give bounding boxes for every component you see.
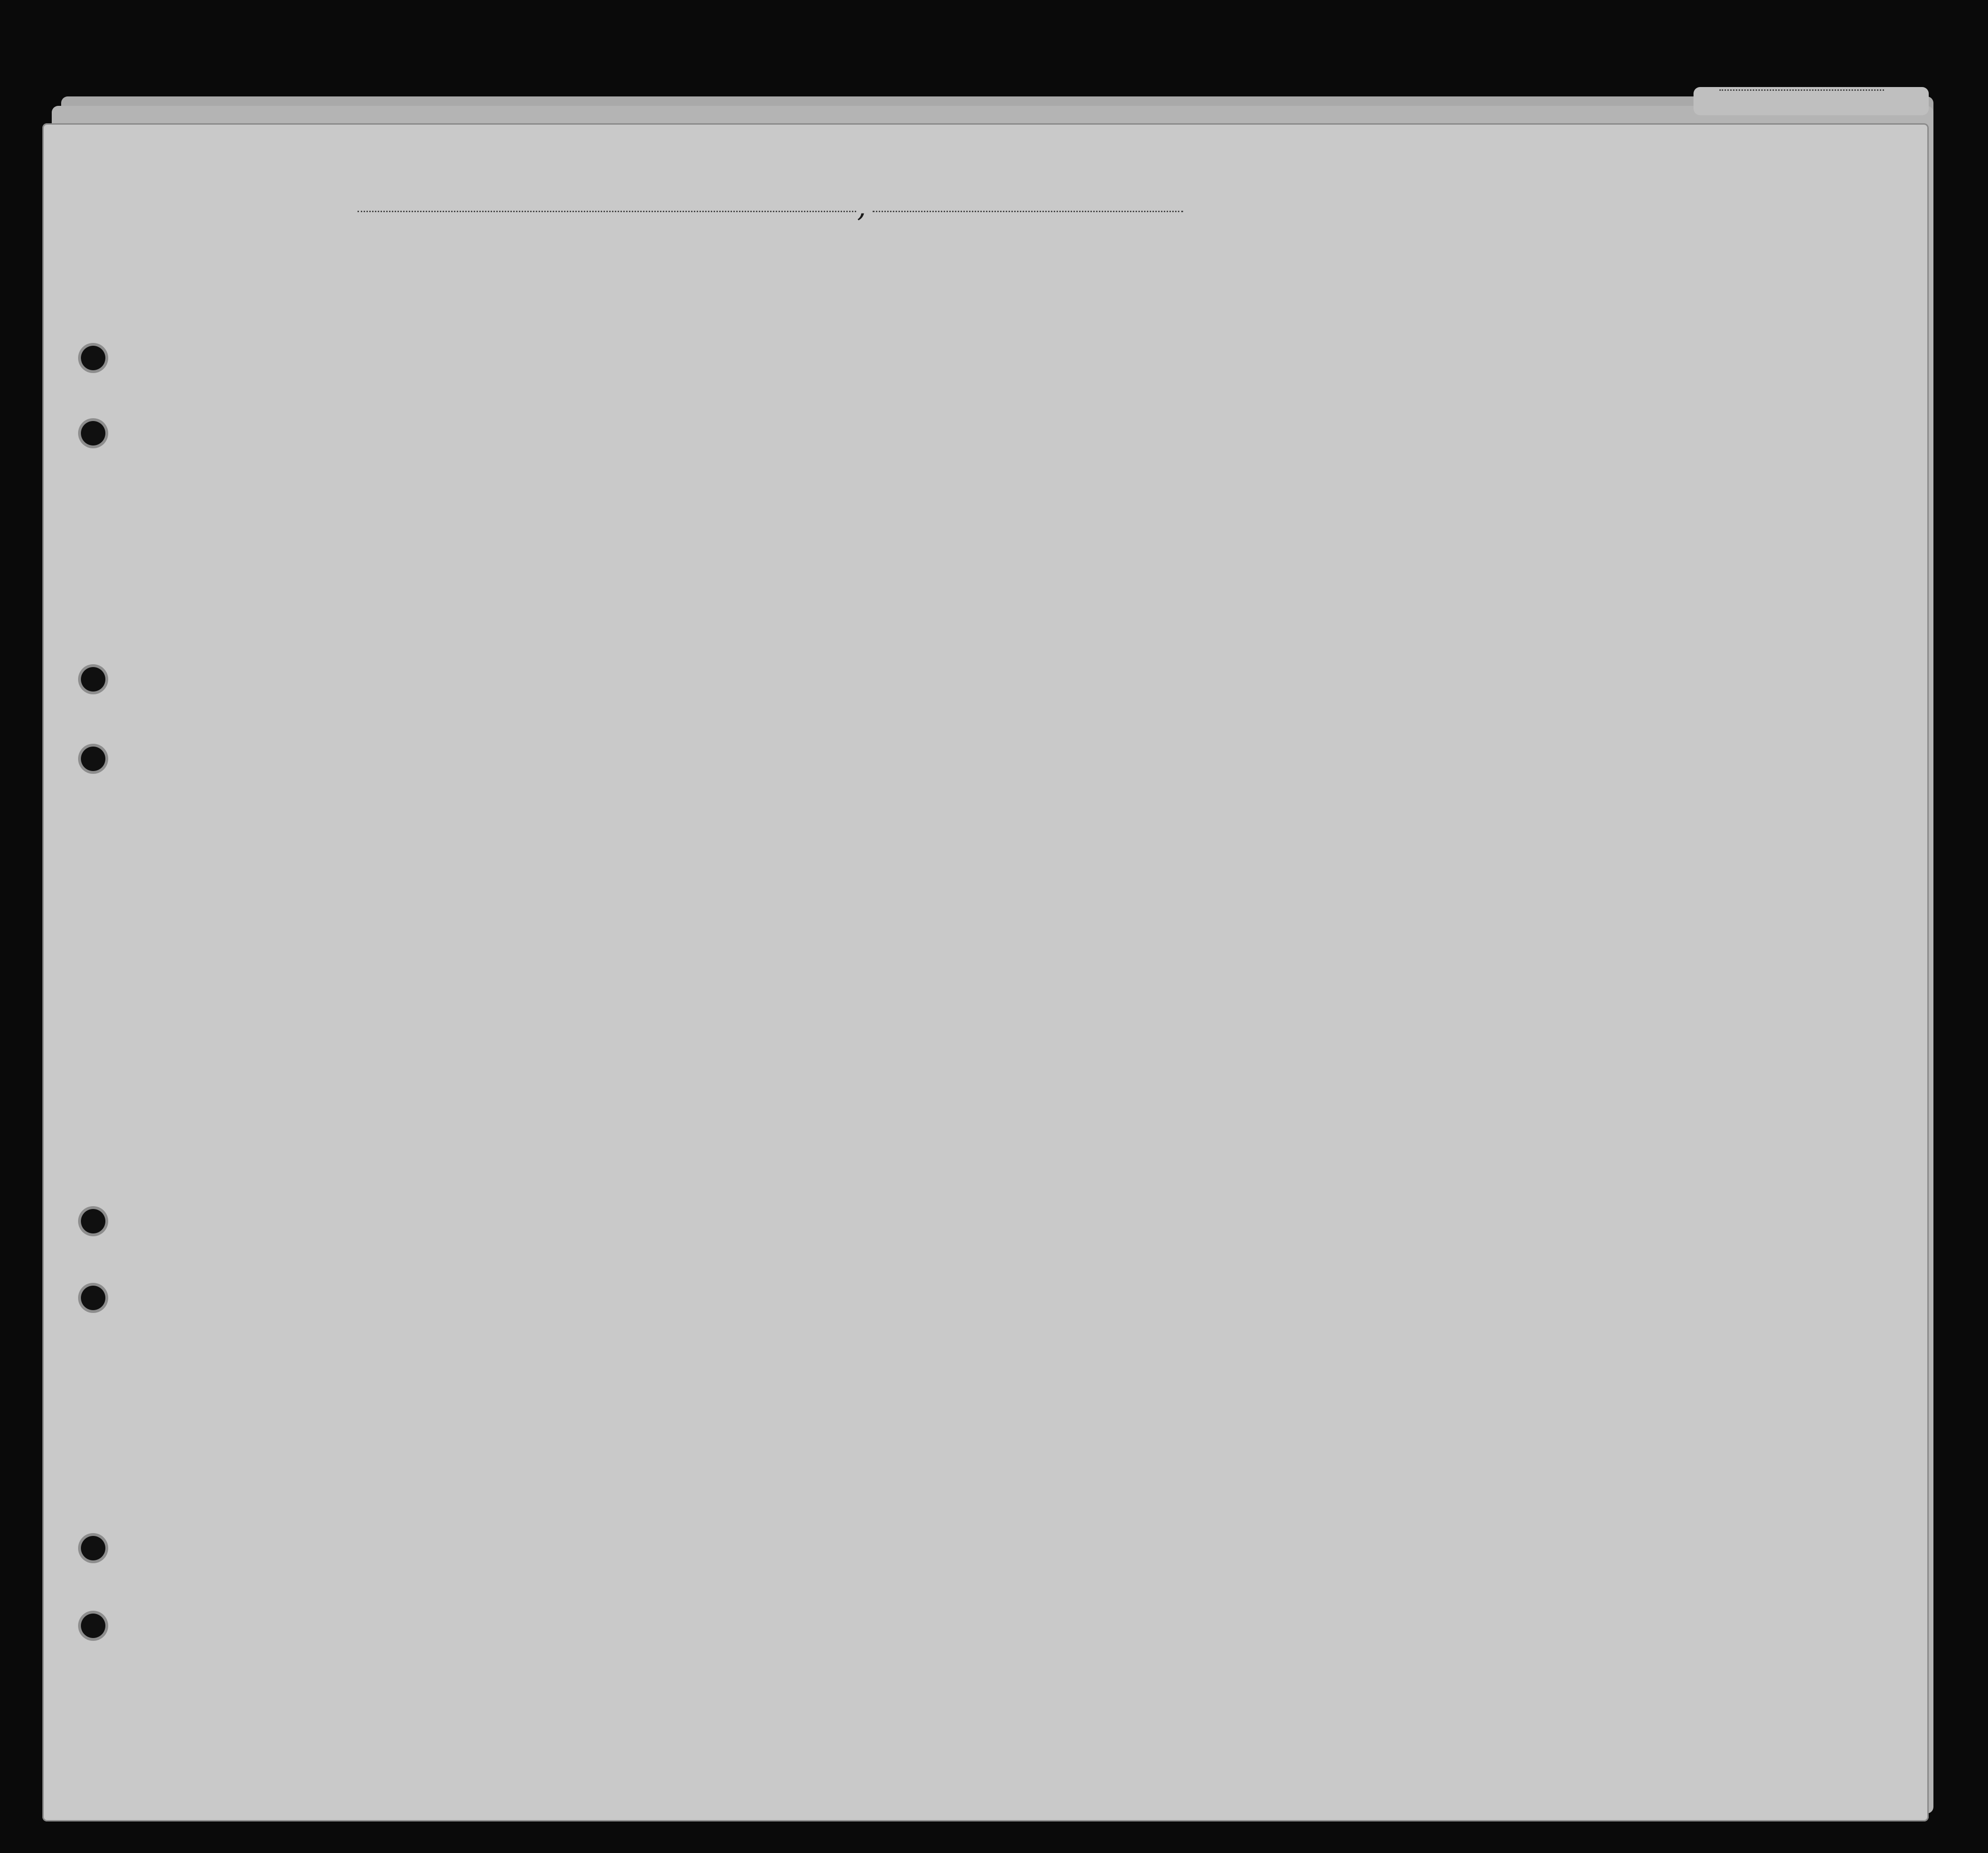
port-comma: , — [857, 191, 867, 223]
header-money — [708, 390, 730, 522]
header-offer — [1409, 405, 1451, 517]
header-polygamist — [1315, 414, 1329, 517]
header-purpose-return — [1153, 430, 1182, 522]
header-purpose-citizen — [1223, 430, 1256, 522]
header-ticket — [586, 398, 609, 520]
header-purpose-length — [1185, 430, 1214, 522]
header-prison — [1265, 405, 1294, 517]
header-excluded — [1456, 405, 1475, 517]
header-anarchist — [1343, 414, 1357, 517]
header-arrested — [1475, 405, 1494, 517]
header-overthrow — [1359, 405, 1410, 517]
